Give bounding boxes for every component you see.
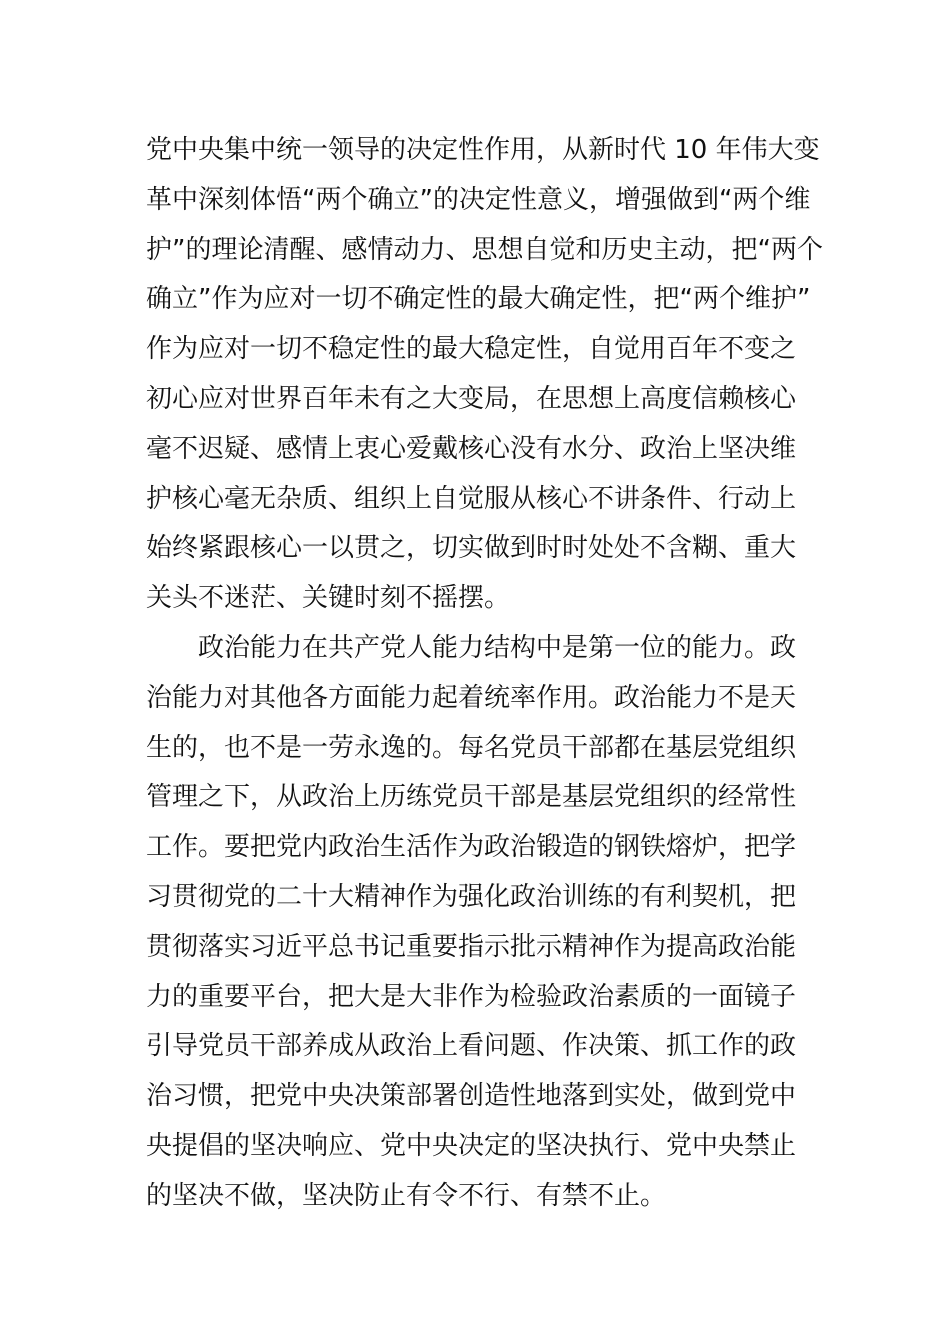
text-line: 确立”作为应对一切不确定性的最大确定性，把“两个维护” xyxy=(146,284,811,315)
text-line: 工作。要把党内政治生活作为政治锻造的钢铁熔炉，把学 xyxy=(146,832,797,863)
text-line: 初心应对世界百年未有之大变局，在思想上高度信赖核心 xyxy=(146,383,797,414)
text-line: 护”的理论清醒、感情动力、思想自觉和历史主动，把“两个 xyxy=(146,234,823,265)
text-line: 习贯彻党的二十大精神作为强化政治训练的有利契机，把 xyxy=(146,881,797,912)
text-line: 治习惯，把党中央决策部署创造性地落到实处，做到党中 xyxy=(146,1081,797,1112)
text-line: 引导党员干部养成从政治上看问题、作决策、抓工作的政 xyxy=(146,1031,797,1062)
text-line: 毫不迟疑、感情上衷心爱戴核心没有水分、政治上坚决维 xyxy=(146,433,797,464)
paragraph-2 xyxy=(146,624,826,1222)
text-line: 护核心毫无杂质、组织上自觉服从核心不讲条件、行动上 xyxy=(146,483,797,514)
text-line: 关头不迷茫、关键时刻不摇摆。 xyxy=(146,583,511,614)
text-line: 生的，也不是一劳永逸的。每名党员干部都在基层党组织 xyxy=(146,732,797,763)
text-line: 的坚决不做，坚决防止有令不行、有禁不止。 xyxy=(146,1180,667,1211)
text-line: 治能力对其他各方面能力起着统率作用。政治能力不是天 xyxy=(146,682,797,713)
text-line: 革中深刻体悟“两个确立”的决定性意义，增强做到“两个维 xyxy=(146,184,811,215)
text-line: 力的重要平台，把大是大非作为检验政治素质的一面镜子 xyxy=(146,981,797,1012)
text-line: 作为应对一切不稳定性的最大稳定性，自觉用百年不变之 xyxy=(146,334,797,365)
text-line: 始终紧跟核心一以贯之，切实做到时时处处不含糊、重大 xyxy=(146,533,797,564)
document-body xyxy=(146,126,826,1222)
text-line: 央提倡的坚决响应、党中央决定的坚决执行、党中央禁止 xyxy=(146,1130,797,1161)
text-line: 党中央集中统一领导的决定性作用，从新时代 10 年伟大变 xyxy=(146,135,820,165)
text-line: 政治能力在共产党人能力结构中是第一位的能力。政 xyxy=(146,632,797,663)
text-line: 管理之下，从政治上历练党员干部是基层党组织的经常性 xyxy=(146,782,797,813)
text-line: 贯彻落实习近平总书记重要指示批示精神作为提高政治能 xyxy=(146,931,797,962)
paragraph-1 xyxy=(146,126,826,624)
